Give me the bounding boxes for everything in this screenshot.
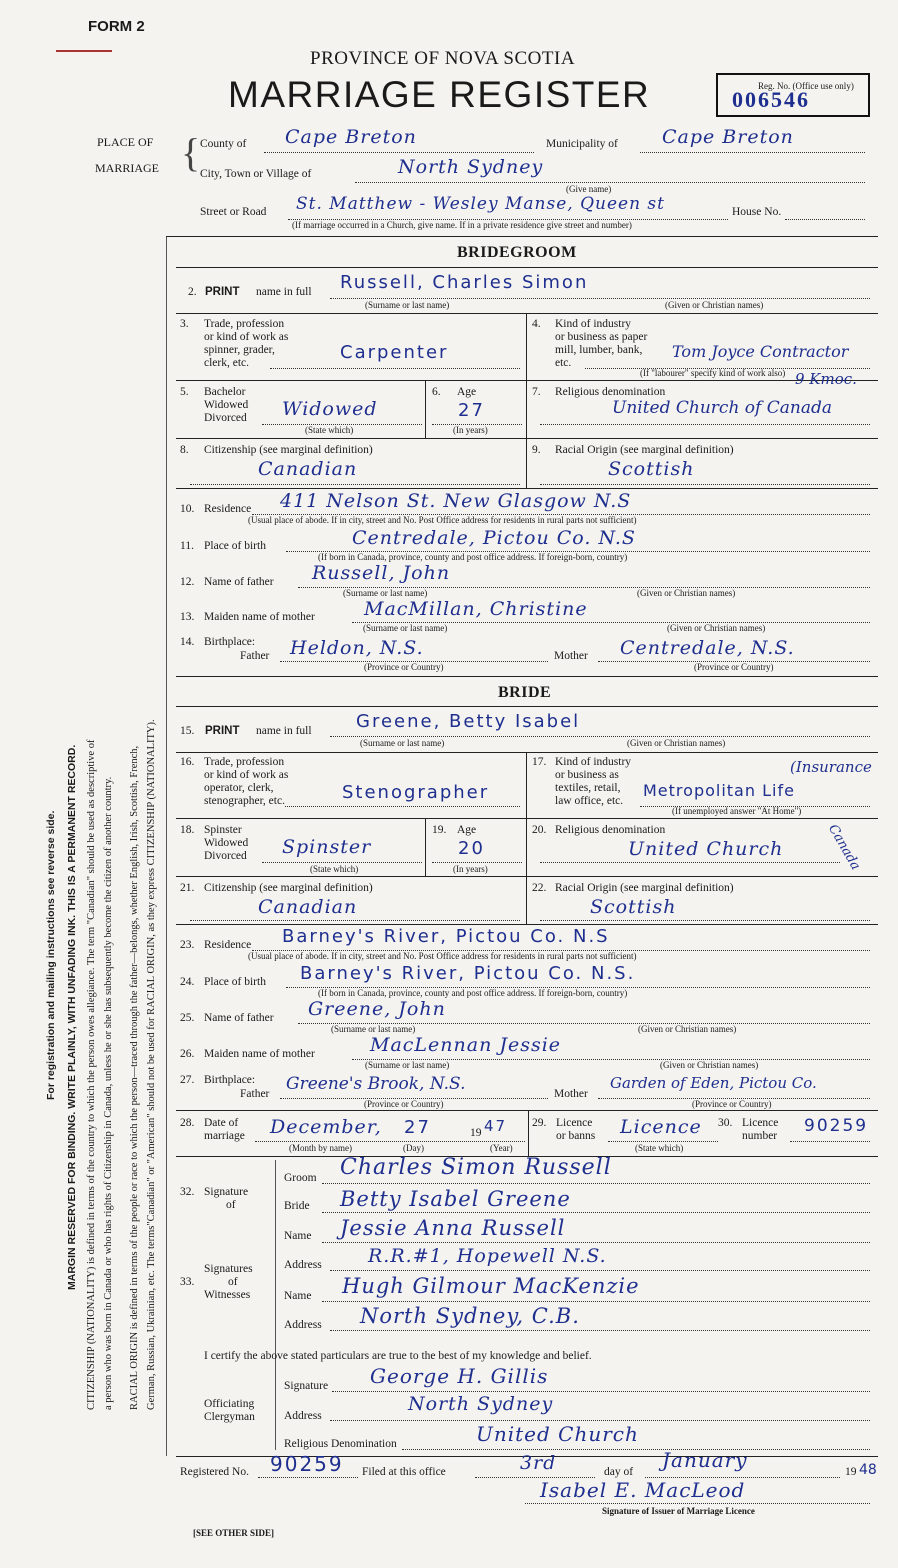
given-hint: (Given or Christian names) — [665, 300, 764, 310]
groom-origin: Scottish — [608, 458, 695, 480]
witness2-address: North Sydney, C.B. — [360, 1304, 580, 1328]
q16-label-2: or kind of work as — [204, 769, 289, 781]
place-label-2: MARRIAGE — [95, 161, 160, 175]
w2-name-label: Name — [284, 1290, 312, 1302]
q17-label-3: textiles, retail, — [555, 782, 621, 794]
bride-mother-birthplace: Garden of Eden, Pictou Co. — [610, 1074, 817, 1092]
q24-num: 24. — [180, 976, 195, 988]
q13-given-hint: (Given or Christian names) — [667, 623, 766, 633]
groom-father: Russell, John — [312, 562, 451, 584]
q26-num: 26. — [180, 1048, 195, 1060]
q15-print: PRINT — [205, 725, 240, 737]
day-hint: (Day) — [403, 1143, 424, 1153]
q26-given-hint: (Given or Christian names) — [660, 1060, 759, 1070]
groom-birthplace: Centredale, Pictou Co. N.S — [352, 527, 636, 549]
bride-trade: Stenographer — [342, 782, 490, 803]
bride-surname-hint: (Surname or last name) — [360, 738, 445, 748]
q29-num: 29. — [532, 1117, 547, 1129]
w1-address-label: Address — [284, 1259, 322, 1271]
q10-hint: (Usual place of abode. If in city, street and No. Post Office address for residents in rural parts not sufficient) — [248, 515, 637, 525]
q25-given-hint: (Given or Christian names) — [638, 1024, 737, 1034]
groom-mother: MacMillan, Christine — [364, 598, 588, 620]
registered-number: 90259 — [270, 1452, 344, 1476]
issuer-label: Signature of Issuer of Marriage Licence — [602, 1506, 755, 1516]
bride-residence: Barney's River, Pictou Co. N.S — [282, 926, 610, 947]
q2-label: name in full — [256, 286, 312, 298]
q27-father-label: Father — [240, 1088, 270, 1100]
q17-hint: (If unemployed answer "At Home") — [672, 806, 802, 816]
section-bride: BRIDE — [498, 684, 552, 701]
q4-label-2: or business as paper — [555, 331, 648, 343]
q5-label-2: Widowed — [204, 399, 249, 411]
q32-num: 32. — [180, 1186, 195, 1198]
q11-hint: (If born in Canada, province, county and post office address. If foreign-born, country) — [318, 552, 628, 562]
groom-age: 27 — [458, 400, 485, 421]
q29-label-1: Licence — [556, 1117, 593, 1129]
denomination-label: Religious Denomination — [284, 1438, 397, 1450]
q30-label-2: number — [742, 1130, 778, 1142]
q22-num: 22. — [532, 882, 547, 894]
margin-racial-2: German, Russian, Ukrainian, etc. The terms"Canadian" or "American" should not be used for RACIAL ORIGIN, as they express CITIZENSHIP (NATIONALITY). — [146, 719, 157, 1410]
licence-state-hint: (State which) — [635, 1143, 684, 1153]
year-prefix: 19 — [470, 1127, 482, 1139]
city-label: City, Town or Village of — [200, 168, 312, 180]
groom-mother-birthplace: Centredale, N.S. — [620, 637, 795, 659]
q11-label: Place of birth — [204, 540, 266, 552]
street-value: St. Matthew - Wesley Manse, Queen st — [296, 194, 665, 214]
q18-label-3: Divorced — [204, 850, 247, 862]
witness1-name: Jessie Anna Russell — [340, 1216, 566, 1240]
q16-label-4: stenographer, etc. — [204, 795, 285, 807]
q29-label-2: or banns — [556, 1130, 596, 1142]
bride-citizenship: Canadian — [258, 896, 358, 918]
filed-day: 3rd — [520, 1452, 557, 1474]
q17-label-4: law office, etc. — [555, 795, 624, 807]
bride-status: Spinster — [282, 836, 372, 858]
certify-text: I certify the above stated particulars are true to the best of my knowledge and belief. — [204, 1350, 592, 1362]
q20-num: 20. — [532, 824, 547, 836]
w1-name-label: Name — [284, 1230, 312, 1242]
officiating-label-2: Clergyman — [204, 1411, 255, 1423]
margin-citizenship-1: CITIZENSHIP (NATIONALITY) is defined in terms of the country to which the person owes allegiance. The term "Canadian" should be used as descriptive of — [86, 739, 97, 1410]
q15-num: 15. — [180, 725, 195, 737]
q28-label-2: marriage — [204, 1130, 245, 1142]
marriage-month: December, — [270, 1116, 382, 1138]
clergy-signature: George H. Gillis — [370, 1364, 549, 1388]
clergy-address-label: Address — [284, 1410, 322, 1422]
see-other-side: [SEE OTHER SIDE] — [193, 1528, 275, 1538]
q32-label-2: of — [226, 1199, 236, 1211]
groom-citizenship: Canadian — [258, 458, 358, 480]
bride-industry: Metropolitan Life — [643, 781, 795, 800]
q14-prov-hint-2: (Province or Country) — [694, 662, 774, 672]
city-value: North Sydney — [398, 156, 544, 178]
municipality-value: Cape Breton — [662, 126, 794, 148]
licence-type: Licence — [620, 1116, 702, 1138]
q14-prov-hint-1: (Province or Country) — [364, 662, 444, 672]
q22-label: Racial Origin (see marginal definition) — [555, 882, 734, 894]
reg-number: 006546 — [732, 87, 810, 112]
q4-label-1: Kind of industry — [555, 318, 632, 330]
day-of-label: day of — [604, 1466, 634, 1478]
q24-label: Place of birth — [204, 976, 266, 988]
q14-label: Birthplace: — [204, 636, 256, 648]
q21-label: Citizenship (see marginal definition) — [204, 882, 373, 894]
q11-num: 11. — [180, 540, 194, 552]
groom-father-birthplace: Heldon, N.S. — [290, 637, 424, 659]
q12-num: 12. — [180, 576, 195, 588]
q10-label: Residence — [204, 503, 252, 515]
q5-label-1: Bachelor — [204, 386, 246, 398]
q19-num: 19. — [432, 824, 447, 836]
year-hint: (Year) — [490, 1143, 513, 1153]
q3-label-2: or kind of work as — [204, 331, 289, 343]
red-mark — [56, 50, 112, 52]
q17-label-2: or business as — [555, 769, 619, 781]
filed-year-prefix: 19 — [845, 1466, 857, 1478]
clergy-denomination: United Church — [476, 1422, 639, 1446]
q3-label-3: spinner, grader, — [204, 344, 275, 356]
place-label-1: PLACE OF — [97, 135, 154, 149]
q30-label-1: Licence — [742, 1117, 779, 1129]
q9-label: Racial Origin (see marginal definition) — [555, 444, 734, 456]
q27-mother-label: Mother — [554, 1088, 588, 1100]
q17-label-1: Kind of industry — [555, 756, 632, 768]
q25-label: Name of father — [204, 1012, 274, 1024]
bride-industry-note: (Insurance — [790, 758, 872, 776]
reg-number-box — [716, 73, 870, 117]
groom-trade: Carpenter — [340, 342, 449, 363]
q5-num: 5. — [180, 386, 189, 398]
place-note: (If marriage occurred in a Church, give name. If in a private residence give street and number) — [292, 220, 632, 230]
clergy-address: North Sydney — [408, 1393, 554, 1415]
q13-num: 13. — [180, 611, 195, 623]
q24-hint: (If born in Canada, province, county and post office address. If foreign-born, country) — [318, 988, 628, 998]
surname-hint: (Surname or last name) — [365, 300, 450, 310]
q5-label-3: Divorced — [204, 412, 247, 424]
q4-hint: (If "labourer" specify kind of work also) — [640, 368, 786, 378]
q23-hint: (Usual place of abode. If in city, street and No. Post Office address for residents in rural parts not sufficient) — [248, 951, 637, 961]
filed-label: Filed at this office — [362, 1466, 446, 1478]
q28-num: 28. — [180, 1117, 195, 1129]
bride-in-years-hint: (In years) — [453, 864, 488, 874]
groom-status: Widowed — [282, 398, 378, 420]
bride-religion: United Church — [628, 838, 784, 860]
filed-year: 48 — [859, 1462, 877, 1478]
q33-label-2: of — [228, 1276, 238, 1288]
page-title: MARRIAGE REGISTER — [228, 74, 651, 115]
bride-signature: Betty Isabel Greene — [340, 1187, 571, 1211]
q15-label: name in full — [256, 725, 312, 737]
issuer-signature: Isabel E. MacLeod — [540, 1478, 746, 1502]
groom-religion: United Church of Canada — [612, 398, 832, 418]
clergy-sig-label: Signature — [284, 1380, 329, 1392]
q7-num: 7. — [532, 386, 541, 398]
q18-label-1: Spinster — [204, 824, 242, 836]
q19-label: Age — [457, 824, 477, 836]
bride-age: 20 — [458, 838, 485, 859]
registered-label: Registered No. — [180, 1466, 249, 1478]
bride-mother: MacLennan Jessie — [370, 1034, 562, 1056]
bride-religion-note: Canada — [825, 822, 863, 873]
street-label: Street or Road — [200, 206, 267, 218]
bride-origin: Scottish — [590, 896, 677, 918]
q32-label-1: Signature — [204, 1186, 249, 1198]
q21-num: 21. — [180, 882, 195, 894]
house-label: House No. — [732, 206, 782, 218]
groom-residence: 411 Nelson St. New Glasgow N.S — [280, 490, 632, 512]
q28-label-1: Date of — [204, 1117, 239, 1129]
reg-number-label: Reg. No. (Office use only) — [758, 81, 854, 91]
q23-num: 23. — [180, 939, 195, 951]
q33-num: 33. — [180, 1276, 195, 1288]
q25-num: 25. — [180, 1012, 195, 1024]
brace: { — [181, 130, 201, 175]
witness1-address: R.R.#1, Hopewell N.S. — [368, 1245, 607, 1267]
groom-signature: Charles Simon Russell — [340, 1155, 612, 1180]
form-number: FORM 2 — [88, 18, 145, 35]
bride-birthplace: Barney's River, Pictou Co. N.S. — [300, 963, 636, 984]
q16-num: 16. — [180, 756, 195, 768]
q13-label: Maiden name of mother — [204, 611, 315, 623]
section-bridegroom: BRIDEGROOM — [457, 244, 577, 261]
q27-label: Birthplace: — [204, 1074, 256, 1086]
margin-instructions: For registration and mailing instructions see reverse side. — [45, 810, 57, 1100]
q12-given-hint: (Given or Christian names) — [637, 588, 736, 598]
q33-label-1: Signatures — [204, 1263, 253, 1275]
q14-num: 14. — [180, 636, 195, 648]
q6-label: Age — [457, 386, 477, 398]
marriage-year: 47 — [484, 1117, 508, 1135]
q3-num: 3. — [180, 318, 189, 330]
margin-citizenship-2: a person who was born in Canada or who has rights of Citizenship in Canada, unless he or she has subsequently become the citizen of another country. — [103, 776, 114, 1410]
q4-label-4: etc. — [555, 357, 572, 369]
state-which-hint: (State which) — [305, 425, 354, 435]
q14-father-label: Father — [240, 650, 270, 662]
q23-label: Residence — [204, 939, 252, 951]
county-label: County of — [200, 138, 247, 150]
bride-father: Greene, John — [308, 998, 446, 1020]
q17-num: 17. — [532, 756, 547, 768]
bride-state-which-hint: (State which) — [310, 864, 359, 874]
q20-label: Religious denomination — [555, 824, 666, 836]
bride-sig-label: Bride — [284, 1200, 310, 1212]
marriage-day: 27 — [404, 1117, 431, 1138]
q4-num: 4. — [532, 318, 541, 330]
groom-industry: Tom Joyce Contractor — [672, 342, 849, 361]
q2-num: 2. — [188, 286, 197, 298]
give-name-hint: (Give name) — [566, 184, 612, 194]
bride-given-hint: (Given or Christian names) — [627, 738, 726, 748]
q7-label: Religious denomination — [555, 386, 666, 398]
q6-num: 6. — [432, 386, 441, 398]
q12-label: Name of father — [204, 576, 274, 588]
month-hint: (Month by name) — [289, 1143, 352, 1153]
q13-surname-hint: (Surname or last name) — [363, 623, 448, 633]
bride-father-birthplace: Greene's Brook, N.S. — [286, 1074, 466, 1094]
licence-number: 90259 — [804, 1116, 869, 1136]
q27-prov-hint-1: (Province or Country) — [364, 1099, 444, 1109]
groom-sig-label: Groom — [284, 1172, 317, 1184]
q27-num: 27. — [180, 1074, 195, 1086]
q12-surname-hint: (Surname or last name) — [343, 588, 428, 598]
q3-label-1: Trade, profession — [204, 318, 285, 330]
q8-label: Citizenship (see marginal definition) — [204, 444, 373, 456]
q26-surname-hint: (Surname or last name) — [365, 1060, 450, 1070]
q30-num: 30. — [718, 1117, 733, 1129]
q25-surname-hint: (Surname or last name) — [331, 1024, 416, 1034]
q3-label-4: clerk, etc. — [204, 357, 250, 369]
w2-address-label: Address — [284, 1319, 322, 1331]
q18-label-2: Widowed — [204, 837, 249, 849]
municipality-label: Municipality of — [546, 138, 618, 150]
groom-name: Russell, Charles Simon — [340, 272, 589, 293]
q14-mother-label: Mother — [554, 650, 588, 662]
county-value: Cape Breton — [285, 126, 417, 148]
q2-print: PRINT — [205, 286, 240, 298]
q9-num: 9. — [532, 444, 541, 456]
q33-label-3: Witnesses — [204, 1289, 251, 1301]
witness2-name: Hugh Gilmour MacKenzie — [342, 1274, 640, 1298]
province-title: PROVINCE OF NOVA SCOTIA — [310, 48, 576, 69]
q4-label-3: mill, lumber, bank, — [555, 344, 643, 356]
in-years-hint: (In years) — [453, 425, 488, 435]
filed-month: January — [662, 1448, 748, 1472]
officiating-label-1: Officiating — [204, 1398, 255, 1410]
sig-bracket — [275, 1160, 276, 1450]
margin-racial-1: RACIAL ORIGIN is defined in terms of the people or race to which the person—traced through the father—belongs, whether English, Irish, Scottish, French, — [129, 745, 140, 1410]
q8-num: 8. — [180, 444, 189, 456]
margin-binding-note: MARGIN RESERVED FOR BINDING. WRITE PLAINLY, WITH UNFADING INK. THIS IS A PERMANENT RECORD. — [66, 744, 78, 1290]
groom-religion-note: 9 Kmoc. — [795, 370, 857, 388]
q10-num: 10. — [180, 503, 195, 515]
q27-prov-hint-2: (Province or Country) — [692, 1099, 772, 1109]
bride-name: Greene, Betty Isabel — [356, 711, 581, 732]
q26-label: Maiden name of mother — [204, 1048, 315, 1060]
q16-label-3: operator, clerk, — [204, 782, 274, 794]
q18-num: 18. — [180, 824, 195, 836]
q16-label-1: Trade, profession — [204, 756, 285, 768]
